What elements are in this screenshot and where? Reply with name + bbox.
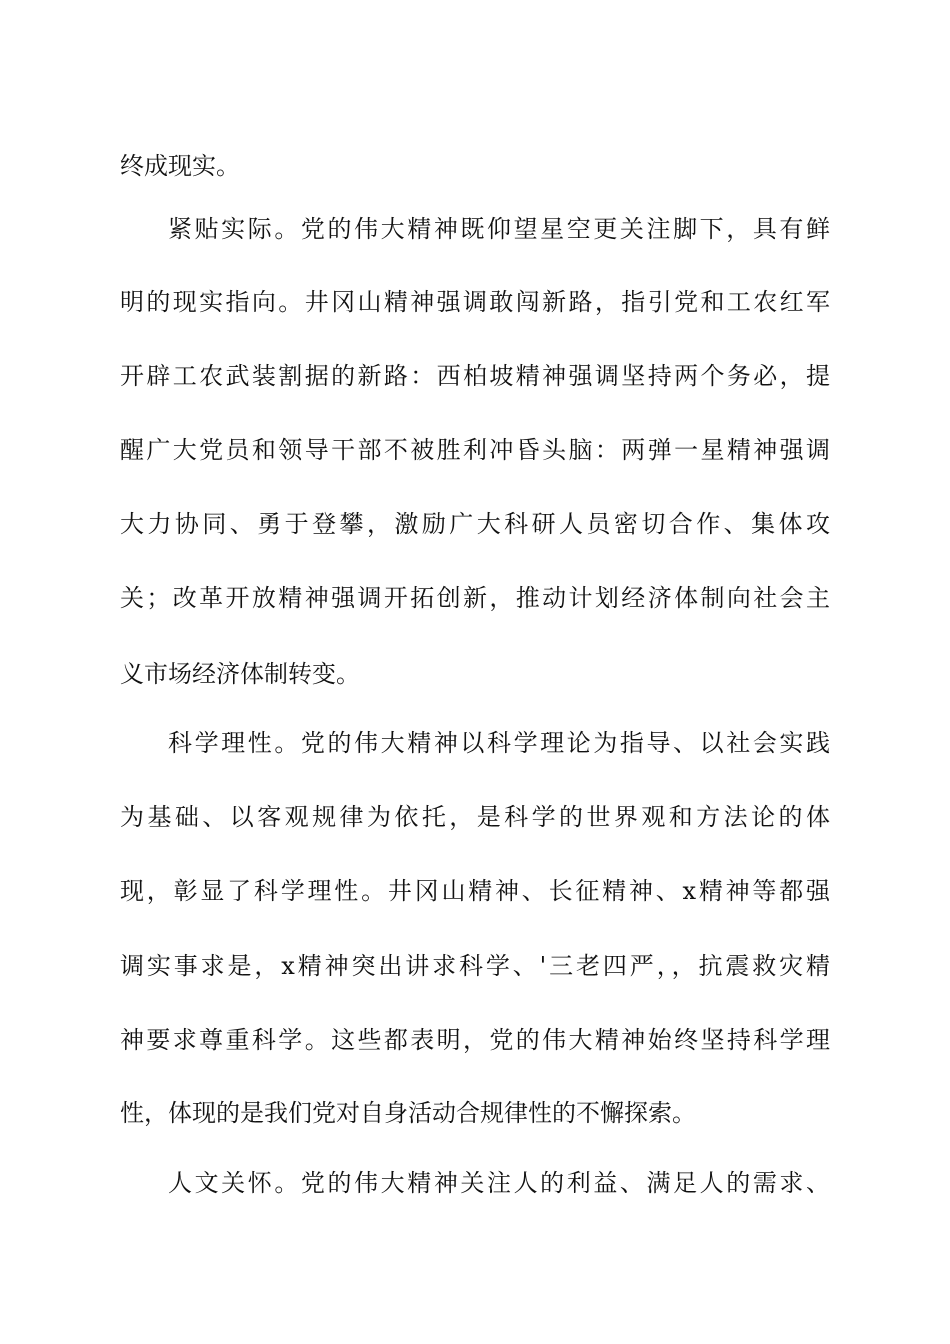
paragraph-first-line: 科学理性。党的伟大精神以科学理论为指导、以社会实践 (168, 729, 830, 757)
text-line: 现，彰显了科学理性。井冈山精神、长征精神、x精神等都强 (120, 877, 830, 905)
text-line: 神要求尊重科学。这些都表明，党的伟大精神始终坚持科学理 (120, 1026, 830, 1054)
text-line: 调实事求是，x精神突出讲求科学、'三老四严，，抗震救灾精 (120, 952, 830, 980)
text-line: 义市场经济体制转变。 (120, 660, 360, 688)
text-line: 关；改革开放精神强调开拓创新，推动计划经济体制向社会主 (120, 584, 830, 612)
text-line: 醒广大党员和领导干部不被胜利冲昏头脑：两弹一星精神强调 (120, 436, 830, 464)
paragraph-first-line: 人文关怀。党的伟大精神关注人的利益、满足人的需求、 (168, 1169, 830, 1197)
text-line: 大力协同、勇于登攀，激励广大科研人员密切合作、集体攻 (120, 510, 830, 538)
text-line: 终成现实。 (120, 152, 240, 180)
text-line: 性，体现的是我们党对自身活动合规律性的不懈探索。 (120, 1099, 696, 1127)
paragraph-first-line: 紧贴实际。党的伟大精神既仰望星空更关注脚下，具有鲜 (168, 215, 830, 243)
text-line: 明的现实指向。井冈山精神强调敢闯新路，指引党和工农红军 (120, 288, 830, 316)
text-line: 开辟工农武装割据的新路：西柏坡精神强调坚持两个务必，提 (120, 362, 830, 390)
text-line: 为基础、以客观规律为依托，是科学的世界观和方法论的体 (120, 803, 830, 831)
